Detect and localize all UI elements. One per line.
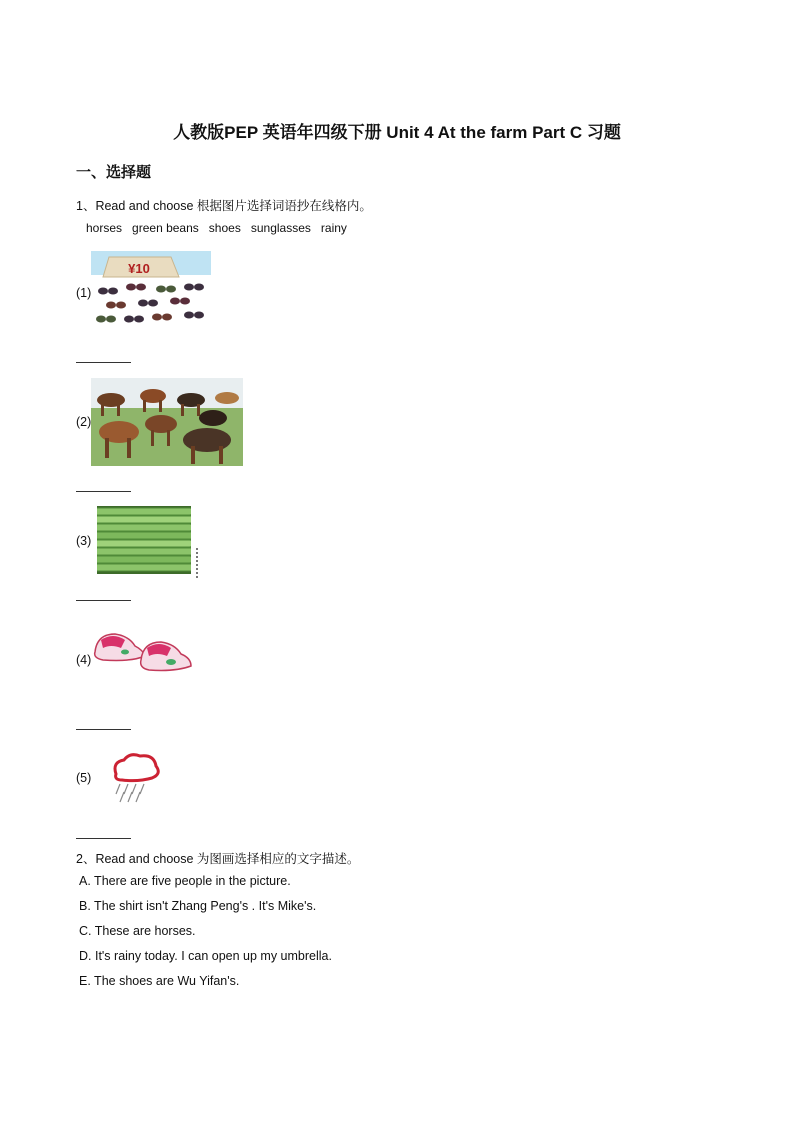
shoes-picture	[91, 626, 195, 676]
option-e: E. The shoes are Wu Yifan's.	[79, 974, 240, 988]
word-bank-item: rainy	[320, 221, 347, 235]
item-label: (5)	[76, 771, 92, 785]
item-label: (2)	[76, 415, 92, 429]
answer-line[interactable]	[76, 362, 131, 363]
page-title: 人教版PEP 英语年四级下册 Unit 4 At the farm Part C 习题	[173, 123, 621, 142]
word-bank-item: sunglasses	[250, 221, 311, 235]
q1-prompt: 1、Read and choose 根据图片选择词语抄在线格内。	[76, 199, 372, 213]
answer-line[interactable]	[76, 491, 131, 492]
price-tag: ¥10	[128, 261, 150, 276]
word-bank-item: green beans	[132, 221, 199, 235]
word-bank	[86, 221, 347, 235]
option-b: B. The shirt isn't Zhang Peng's . It's Mike's.	[79, 899, 317, 913]
option-d: D. It's rainy today. I can open up my umbrella.	[79, 949, 332, 963]
option-a: A. There are five people in the picture.	[79, 874, 291, 888]
answer-line[interactable]	[76, 600, 131, 601]
word-bank-item: shoes	[208, 221, 241, 235]
section-heading: 一、选择题	[76, 164, 152, 181]
option-c: C. These are horses.	[79, 924, 196, 938]
item-label: (1)	[76, 286, 92, 300]
rainy-cloud-picture	[108, 752, 164, 804]
word-bank-item: horses	[86, 221, 123, 235]
decorative-dots	[196, 548, 200, 578]
green-beans-picture	[97, 506, 191, 574]
item-label: (4)	[76, 653, 92, 667]
q2-prompt: 2、Read and choose 为图画选择相应的文字描述。	[76, 852, 360, 866]
answer-line[interactable]	[76, 838, 131, 839]
item-label: (3)	[76, 534, 92, 548]
horses-picture	[91, 378, 243, 466]
sunglasses-picture	[91, 251, 211, 331]
answer-line[interactable]	[76, 729, 131, 730]
